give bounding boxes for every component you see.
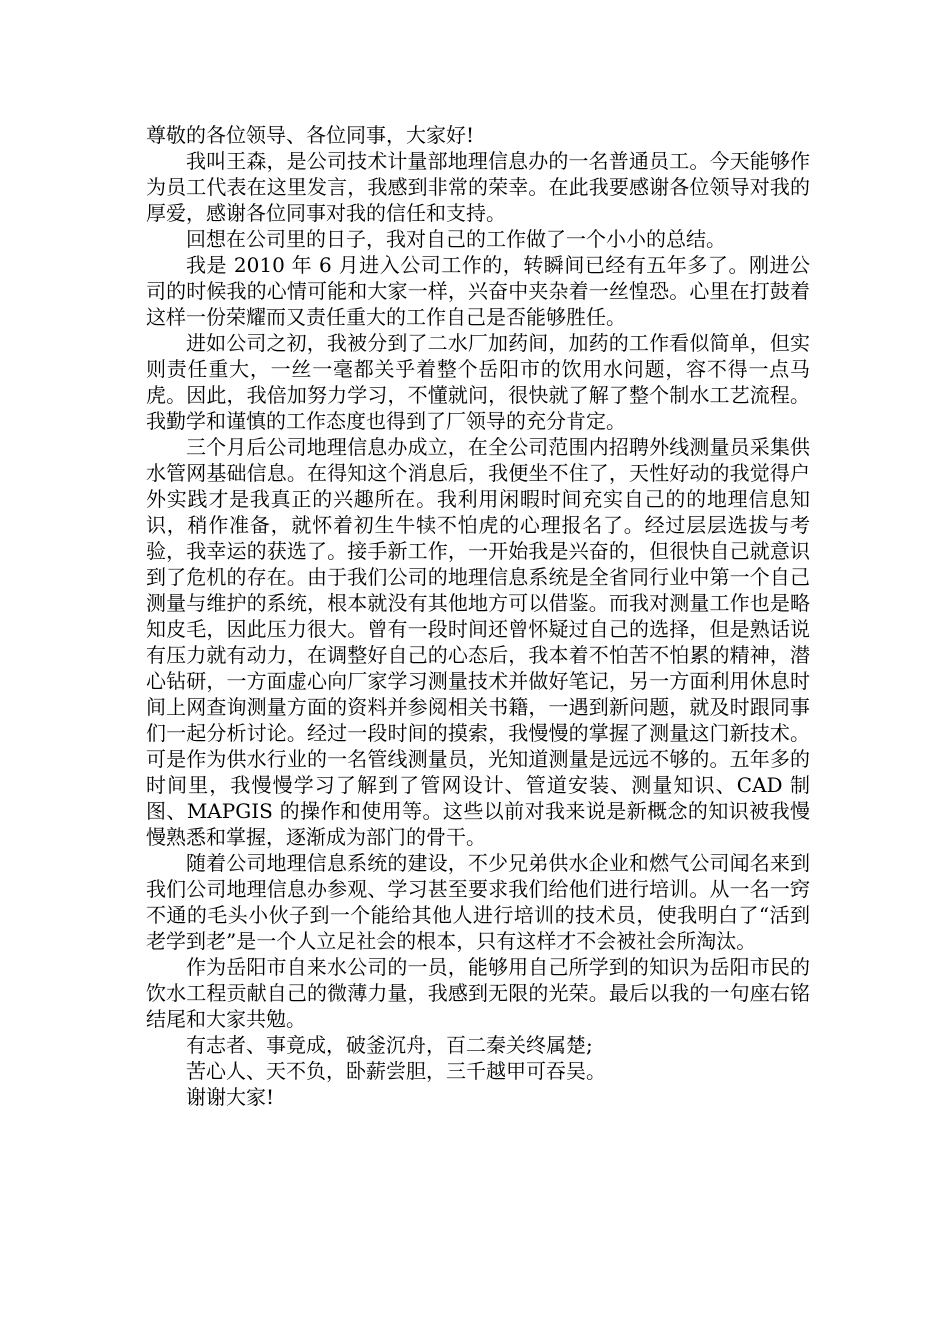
closing-line: 谢谢大家! xyxy=(186,1085,275,1109)
paragraph-joining: 我是 2010 年 6 月进入公司工作的，转瞬间已经有五年多了。刚进公司的时候我的心情可能和大家一样，兴奋中夹杂着一丝惶恐。心里在打鼓着这样一份荣耀而又责任重大的工作自己是否能够胜任。 xyxy=(146,253,810,329)
paragraph-gis-office: 三个月后公司地理信息办成立，在全公司范围内招聘外线测量员采集供水管网基础信息。在得知这个消息后，我便坐不住了，天性好动的我觉得户外实践才是我真正的兴趣所在。我利用闲暇时间充实自己的的地理信息知识，稍作准备，就怀着初生牛犊不怕虎的心理报名了。经过层层选拔与考验，我幸运的获选了。接手新工作，一开始我是兴奋的，但很快自己就意识到了危机的存在。由于我们公司的地理信息系统是全省同行业中第一个自己测量与维护的系统，根本就没有其他地方可以借鉴。而我对测量工作也是略知皮毛，因此压力很大。曾有一段时间还曾怀疑过自己的选择，但是熟话说有压力就有动力，在调整好自己的心态后，我本着不怕苦不怕累的精神，潜心钻研，一方面虚心向厂家学习测量技术并做好笔记，另一方面利用休息时间上网查询测量方面的资料并参阅相关书籍，一遇到新问题，就及时跟同事们一起分析讨论。经过一段时间的摸索，我慢慢的掌握了测量这门新技术。可是作为供水行业的一名管线测量员，光知道测量是远远不够的。五年多的时间里，我慢慢学习了解到了管网设计、管道安装、测量知识、CAD 制图、MAPGIS 的操作和使用等。这些以前对我来说是新概念的知识被我慢慢熟悉和掌握，逐渐成为部门的骨干。 xyxy=(146,435,810,849)
paragraph-summary: 回想在公司里的日子，我对自己的工作做了一个小小的总结。 xyxy=(186,227,726,251)
speech-document xyxy=(146,122,810,1110)
paragraph-introduction: 我叫王森，是公司技术计量部地理信息办的一名普通员工。今天能够作为员工代表在这里发言，我感到非常的荣幸。在此我要感谢各位领导对我的厚爱，感谢各位同事对我的信任和支持。 xyxy=(146,149,810,225)
motto-line-2: 苦心人、天不负，卧薪尝胆，三千越甲可吞吴。 xyxy=(186,1059,606,1083)
paragraph-conclusion: 作为岳阳市自来水公司的一员，能够用自己所学到的知识为岳阳市民的饮水工程贡献自己的微薄力量，我感到无限的光荣。最后以我的一句座右铭结尾和大家共勉。 xyxy=(146,955,810,1031)
motto-line-1: 有志者、事竟成，破釜沉舟，百二秦关终属楚; xyxy=(186,1033,593,1057)
paragraph-first-job: 进如公司之初，我被分到了二水厂加药间，加药的工作看似简单，但实则责任重大，一丝一毫都关乎着整个岳阳市的饮用水问题，容不得一点马虎。因此，我倍加努力学习，不懂就问，很快就了解了整个制水工艺流程。我勤学和谨慎的工作态度也得到了厂领导的充分肯定。 xyxy=(146,331,810,433)
greeting: 尊敬的各位领导、各位同事，大家好! xyxy=(146,123,475,147)
paragraph-training: 随着公司地理信息系统的建设，不少兄弟供水企业和燃气公司闻名来到我们公司地理信息办参观、学习甚至要求我们给他们进行培训。从一名一窍不通的毛头小伙子到一个能给其他人进行培训的技术员，使我明白了“活到老学到老”是一个人立足社会的根本，只有这样才不会被社会所淘汰。 xyxy=(146,851,810,953)
